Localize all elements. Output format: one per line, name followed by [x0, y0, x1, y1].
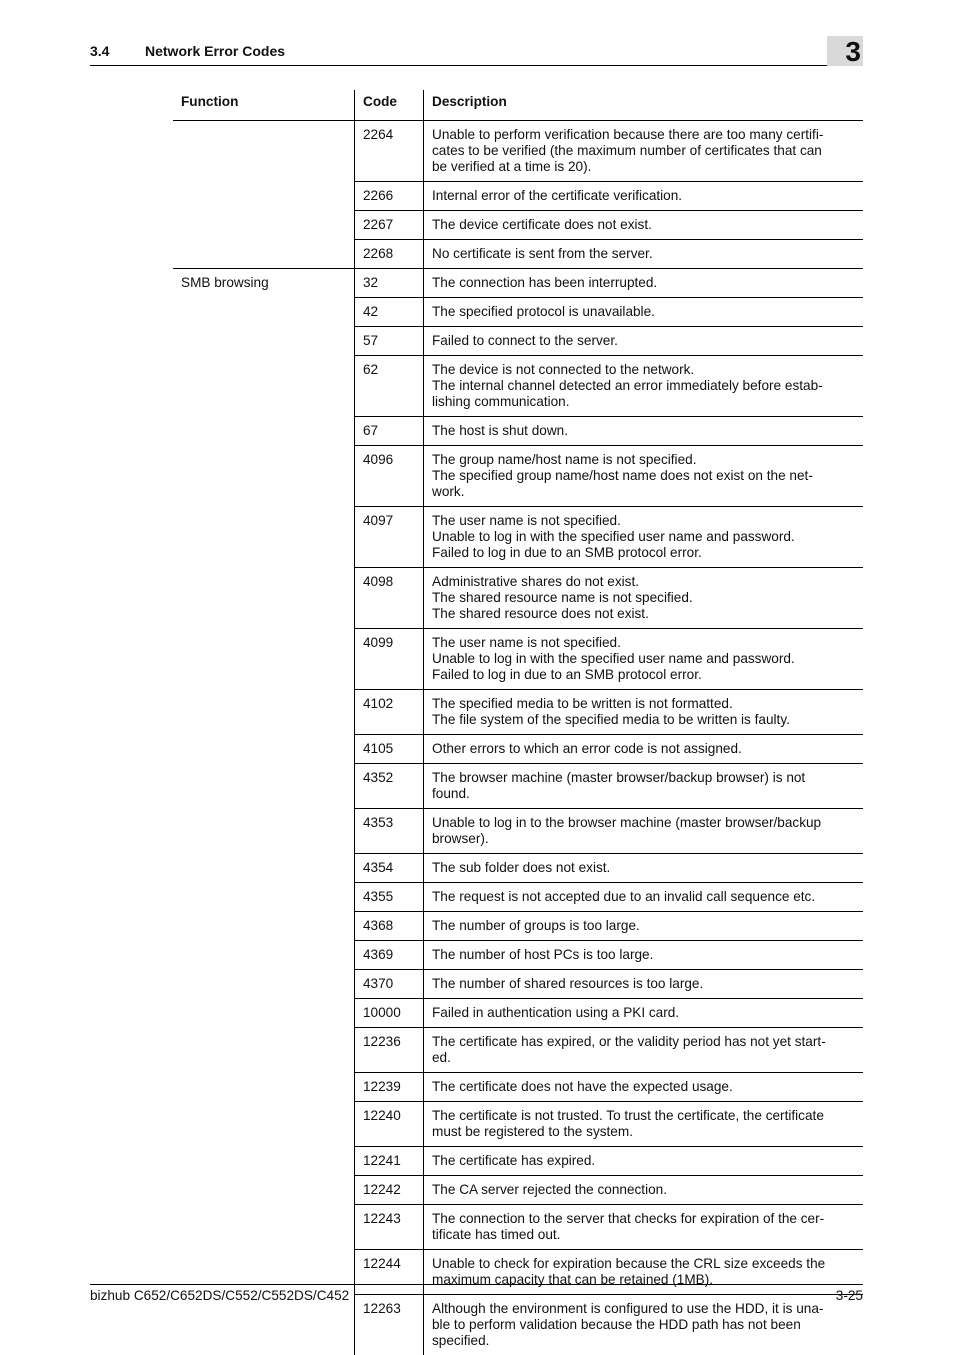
code-cell: 67 [355, 417, 424, 446]
description-cell [424, 1147, 864, 1176]
section-title: Network Error Codes [145, 43, 285, 59]
code-cell: 10000 [355, 999, 424, 1028]
description-cell [424, 809, 864, 854]
description-cell [424, 970, 864, 999]
table-row [173, 854, 863, 883]
description-line: work. [432, 484, 855, 500]
code-cell: 2268 [355, 240, 424, 269]
function-cell [173, 446, 355, 507]
description-line: The request is not accepted due to an invalid call sequence etc. [432, 889, 855, 905]
function-cell [173, 854, 355, 883]
table-row [173, 690, 863, 735]
code-cell: 57 [355, 327, 424, 356]
code-cell: 12236 [355, 1028, 424, 1073]
description-line: The browser machine (master browser/backup browser) is not [432, 770, 855, 786]
table-row [173, 629, 863, 690]
description-line: Internal error of the certificate verification. [432, 188, 855, 204]
page-footer [90, 1284, 863, 1314]
function-cell [173, 507, 355, 568]
code-cell: 12243 [355, 1205, 424, 1250]
description-cell [424, 1102, 864, 1147]
description-line: Failed in authentication using a PKI card. [432, 1005, 855, 1021]
description-line: The certificate has expired. [432, 1153, 855, 1169]
page-number: 3-25 [836, 1288, 863, 1303]
table-row [173, 269, 863, 298]
description-line: Failed to connect to the server. [432, 333, 855, 349]
code-cell: 2267 [355, 211, 424, 240]
description-line: Failed to log in due to an SMB protocol error. [432, 667, 855, 683]
description-cell [424, 629, 864, 690]
code-cell: 12244 [355, 1250, 424, 1295]
description-line: The specified media to be written is not formatted. [432, 696, 855, 712]
code-cell: 4099 [355, 629, 424, 690]
description-cell [424, 417, 864, 446]
description-line: maximum capacity that can be retained (1MB). [432, 1272, 855, 1288]
description-cell [424, 1073, 864, 1102]
description-line: The certificate has expired, or the validity period has not yet start- [432, 1034, 855, 1050]
description-cell [424, 269, 864, 298]
description-cell [424, 298, 864, 327]
table-row [173, 999, 863, 1028]
description-line: The host is shut down. [432, 423, 855, 439]
table-row [173, 1147, 863, 1176]
description-line: be verified at a time is 20). [432, 159, 855, 175]
function-cell [173, 356, 355, 417]
column-header-code: Code [355, 90, 424, 121]
function-cell [173, 941, 355, 970]
function-cell [173, 568, 355, 629]
table-row [173, 1028, 863, 1073]
table-row [173, 182, 863, 211]
description-cell [424, 211, 864, 240]
code-cell: 32 [355, 269, 424, 298]
description-line: The device is not connected to the network. [432, 362, 855, 378]
code-cell: 4368 [355, 912, 424, 941]
function-cell [173, 1176, 355, 1205]
table-row [173, 1205, 863, 1250]
page-header [90, 40, 863, 66]
code-cell: 4355 [355, 883, 424, 912]
function-cell [173, 1028, 355, 1073]
code-cell: 4096 [355, 446, 424, 507]
function-cell [173, 182, 355, 211]
function-cell [173, 417, 355, 446]
description-line: The specified protocol is unavailable. [432, 304, 855, 320]
table-row [173, 735, 863, 764]
description-line: The connection has been interrupted. [432, 275, 855, 291]
description-line: The file system of the specified media to be written is faulty. [432, 712, 855, 728]
description-cell [424, 764, 864, 809]
code-cell: 4352 [355, 764, 424, 809]
description-line: The group name/host name is not specified. [432, 452, 855, 468]
description-line: Failed to log in due to an SMB protocol error. [432, 545, 855, 561]
description-cell [424, 1205, 864, 1250]
function-cell [173, 970, 355, 999]
function-cell [173, 883, 355, 912]
code-cell: 4370 [355, 970, 424, 999]
function-cell [173, 1073, 355, 1102]
function-cell [173, 327, 355, 356]
code-cell: 4354 [355, 854, 424, 883]
table-row [173, 327, 863, 356]
description-cell [424, 182, 864, 211]
description-cell [424, 999, 864, 1028]
description-line: lishing communication. [432, 394, 855, 410]
description-line: The certificate is not trusted. To trust the certificate, the certificate [432, 1108, 855, 1124]
description-cell [424, 121, 864, 182]
function-cell [173, 629, 355, 690]
description-line: The connection to the server that checks for expiration of the cer- [432, 1211, 855, 1227]
description-cell [424, 1176, 864, 1205]
description-cell [424, 883, 864, 912]
code-cell: 4102 [355, 690, 424, 735]
header-rule [90, 65, 863, 66]
description-line: Administrative shares do not exist. [432, 574, 855, 590]
table-row [173, 764, 863, 809]
description-line: The user name is not specified. [432, 513, 855, 529]
description-cell [424, 327, 864, 356]
code-cell: 62 [355, 356, 424, 417]
section-number: 3.4 [90, 43, 109, 59]
description-line: specified. [432, 1333, 855, 1349]
description-line: The internal channel detected an error immediately before estab- [432, 378, 855, 394]
description-line: Unable to log in with the specified user name and password. [432, 529, 855, 545]
description-line: The number of shared resources is too large. [432, 976, 855, 992]
function-cell [173, 1147, 355, 1176]
table-row [173, 1102, 863, 1147]
chapter-badge: 3 [827, 36, 863, 66]
function-cell [173, 735, 355, 764]
function-cell [173, 298, 355, 327]
description-line: The number of groups is too large. [432, 918, 855, 934]
code-cell: 4097 [355, 507, 424, 568]
description-line: The user name is not specified. [432, 635, 855, 651]
table-row [173, 568, 863, 629]
table-row [173, 941, 863, 970]
function-cell: SMB browsing [173, 269, 355, 298]
table-row [173, 446, 863, 507]
description-line: The CA server rejected the connection. [432, 1182, 855, 1198]
code-cell: 12241 [355, 1147, 424, 1176]
description-line: Unable to log in to the browser machine (master browser/backup [432, 815, 855, 831]
table-header-row [173, 90, 863, 121]
description-cell [424, 1028, 864, 1073]
table-row [173, 970, 863, 999]
description-line: The number of host PCs is too large. [432, 947, 855, 963]
code-cell: 12239 [355, 1073, 424, 1102]
footer-rule [90, 1284, 863, 1285]
function-cell [173, 1102, 355, 1147]
description-line: ble to perform validation because the HDD path has not been [432, 1317, 855, 1333]
code-cell: 12240 [355, 1102, 424, 1147]
description-line: Other errors to which an error code is not assigned. [432, 741, 855, 757]
footer-model: bizhub C652/C652DS/C552/C552DS/C452 [90, 1288, 349, 1303]
description-cell [424, 356, 864, 417]
function-cell [173, 1205, 355, 1250]
table-row [173, 507, 863, 568]
code-cell: 4105 [355, 735, 424, 764]
table-row [173, 298, 863, 327]
description-cell [424, 446, 864, 507]
function-cell [173, 211, 355, 240]
function-cell [173, 912, 355, 941]
description-line: The shared resource does not exist. [432, 606, 855, 622]
description-line: No certificate is sent from the server. [432, 246, 855, 262]
description-cell [424, 735, 864, 764]
code-cell: 4369 [355, 941, 424, 970]
function-cell [173, 240, 355, 269]
table-row [173, 883, 863, 912]
description-line: browser). [432, 831, 855, 847]
description-line: The shared resource name is not specified. [432, 590, 855, 606]
description-line: cates to be verified (the maximum number of certificates that can [432, 143, 855, 159]
table-body [173, 121, 863, 1355]
code-cell: 12263 [355, 1295, 424, 1355]
description-line: The sub folder does not exist. [432, 860, 855, 876]
description-cell [424, 941, 864, 970]
table-row [173, 240, 863, 269]
description-line: The specified group name/host name does not exist on the net- [432, 468, 855, 484]
description-line: Unable to check for expiration because the CRL size exceeds the [432, 1256, 855, 1272]
table-row [173, 912, 863, 941]
description-cell [424, 240, 864, 269]
description-line: found. [432, 786, 855, 802]
column-header-description: Description [424, 90, 864, 121]
description-line: must be registered to the system. [432, 1124, 855, 1140]
function-cell [173, 764, 355, 809]
table-row [173, 1176, 863, 1205]
description-cell [424, 690, 864, 735]
description-cell [424, 912, 864, 941]
description-cell [424, 568, 864, 629]
function-cell [173, 999, 355, 1028]
table-row [173, 417, 863, 446]
description-cell [424, 854, 864, 883]
code-cell: 12242 [355, 1176, 424, 1205]
function-cell [173, 809, 355, 854]
table-row [173, 121, 863, 182]
error-code-table [173, 90, 863, 1355]
code-cell: 2264 [355, 121, 424, 182]
description-line: The certificate does not have the expected usage. [432, 1079, 855, 1095]
function-cell [173, 121, 355, 182]
table-row [173, 211, 863, 240]
table-row [173, 809, 863, 854]
table-row [173, 356, 863, 417]
description-cell [424, 507, 864, 568]
code-cell: 2266 [355, 182, 424, 211]
description-line: ed. [432, 1050, 855, 1066]
table-row [173, 1073, 863, 1102]
code-cell: 4353 [355, 809, 424, 854]
column-header-function: Function [173, 90, 355, 121]
description-line: The device certificate does not exist. [432, 217, 855, 233]
function-cell [173, 690, 355, 735]
description-line: tificate has timed out. [432, 1227, 855, 1243]
code-cell: 42 [355, 298, 424, 327]
description-line: Although the environment is configured to use the HDD, it is una- [432, 1301, 855, 1317]
code-cell: 4098 [355, 568, 424, 629]
description-line: Unable to log in with the specified user name and password. [432, 651, 855, 667]
description-line: Unable to perform verification because there are too many certifi- [432, 127, 855, 143]
